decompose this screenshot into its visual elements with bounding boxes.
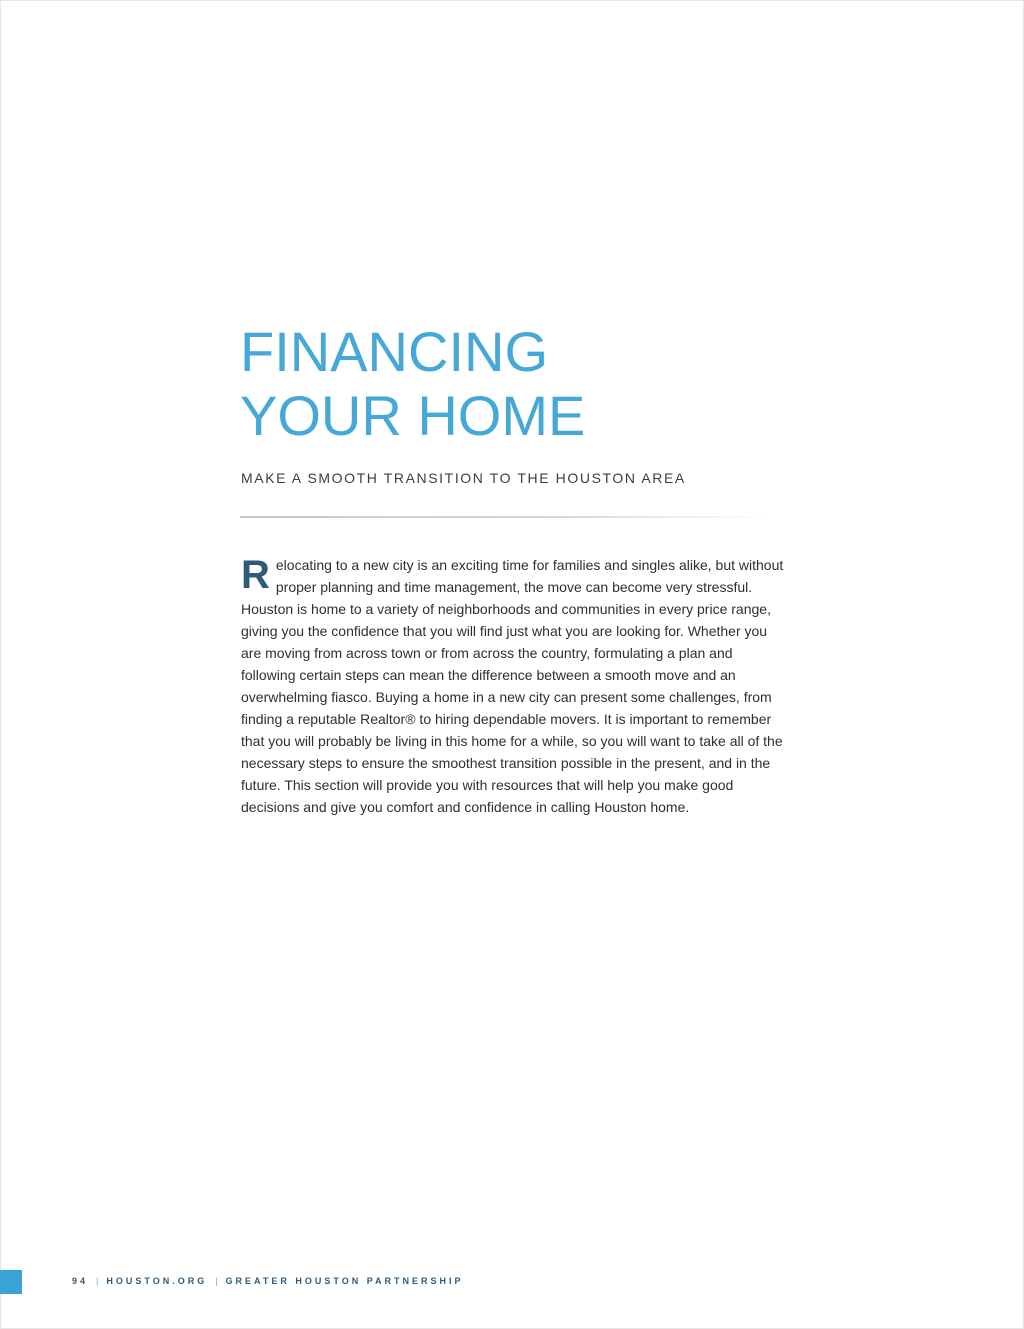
intro-paragraph bbox=[241, 554, 786, 818]
footer-organization: GREATER HOUSTON PARTNERSHIP bbox=[225, 1276, 464, 1286]
intro-text: elocating to a new city is an exciting time for families and singles alike, but without proper planning and time management, the move can become very stressful. Houston is home to a variety of neighborhoods and communities in every price range, giving you the confidence that you will find just what you are looking for. Whether you are moving from across town or from across the country, formulating a plan and following certain steps can mean the difference between a smooth move and an overwhelming fiasco. Buying a home in a new city can present some challenges, from finding a reputable Realtor® to hiring dependable movers. It is important to remember that you will probably be living in this home for a while, so you will want to take all of the necessary steps to ensure the smoothest transition possible in the present, and in the future. This section will provide you with resources that will help you make good decisions and give you comfort and confidence in calling Houston home. bbox=[241, 557, 784, 815]
footer-separator: | bbox=[215, 1276, 218, 1286]
page-footer bbox=[72, 1276, 464, 1286]
footer-accent-block bbox=[0, 1270, 22, 1294]
page-title bbox=[240, 320, 585, 448]
page-title-line-1: FINANCING bbox=[240, 320, 548, 383]
drop-cap: R bbox=[241, 553, 270, 597]
divider bbox=[240, 516, 770, 518]
page-number: 94 bbox=[72, 1276, 89, 1286]
page-title-line-2: YOUR HOME bbox=[240, 384, 586, 447]
footer-site: HOUSTON.ORG bbox=[106, 1276, 208, 1286]
footer-separator: | bbox=[96, 1276, 99, 1286]
page-subtitle: MAKE A SMOOTH TRANSITION TO THE HOUSTON AREA bbox=[241, 470, 686, 486]
